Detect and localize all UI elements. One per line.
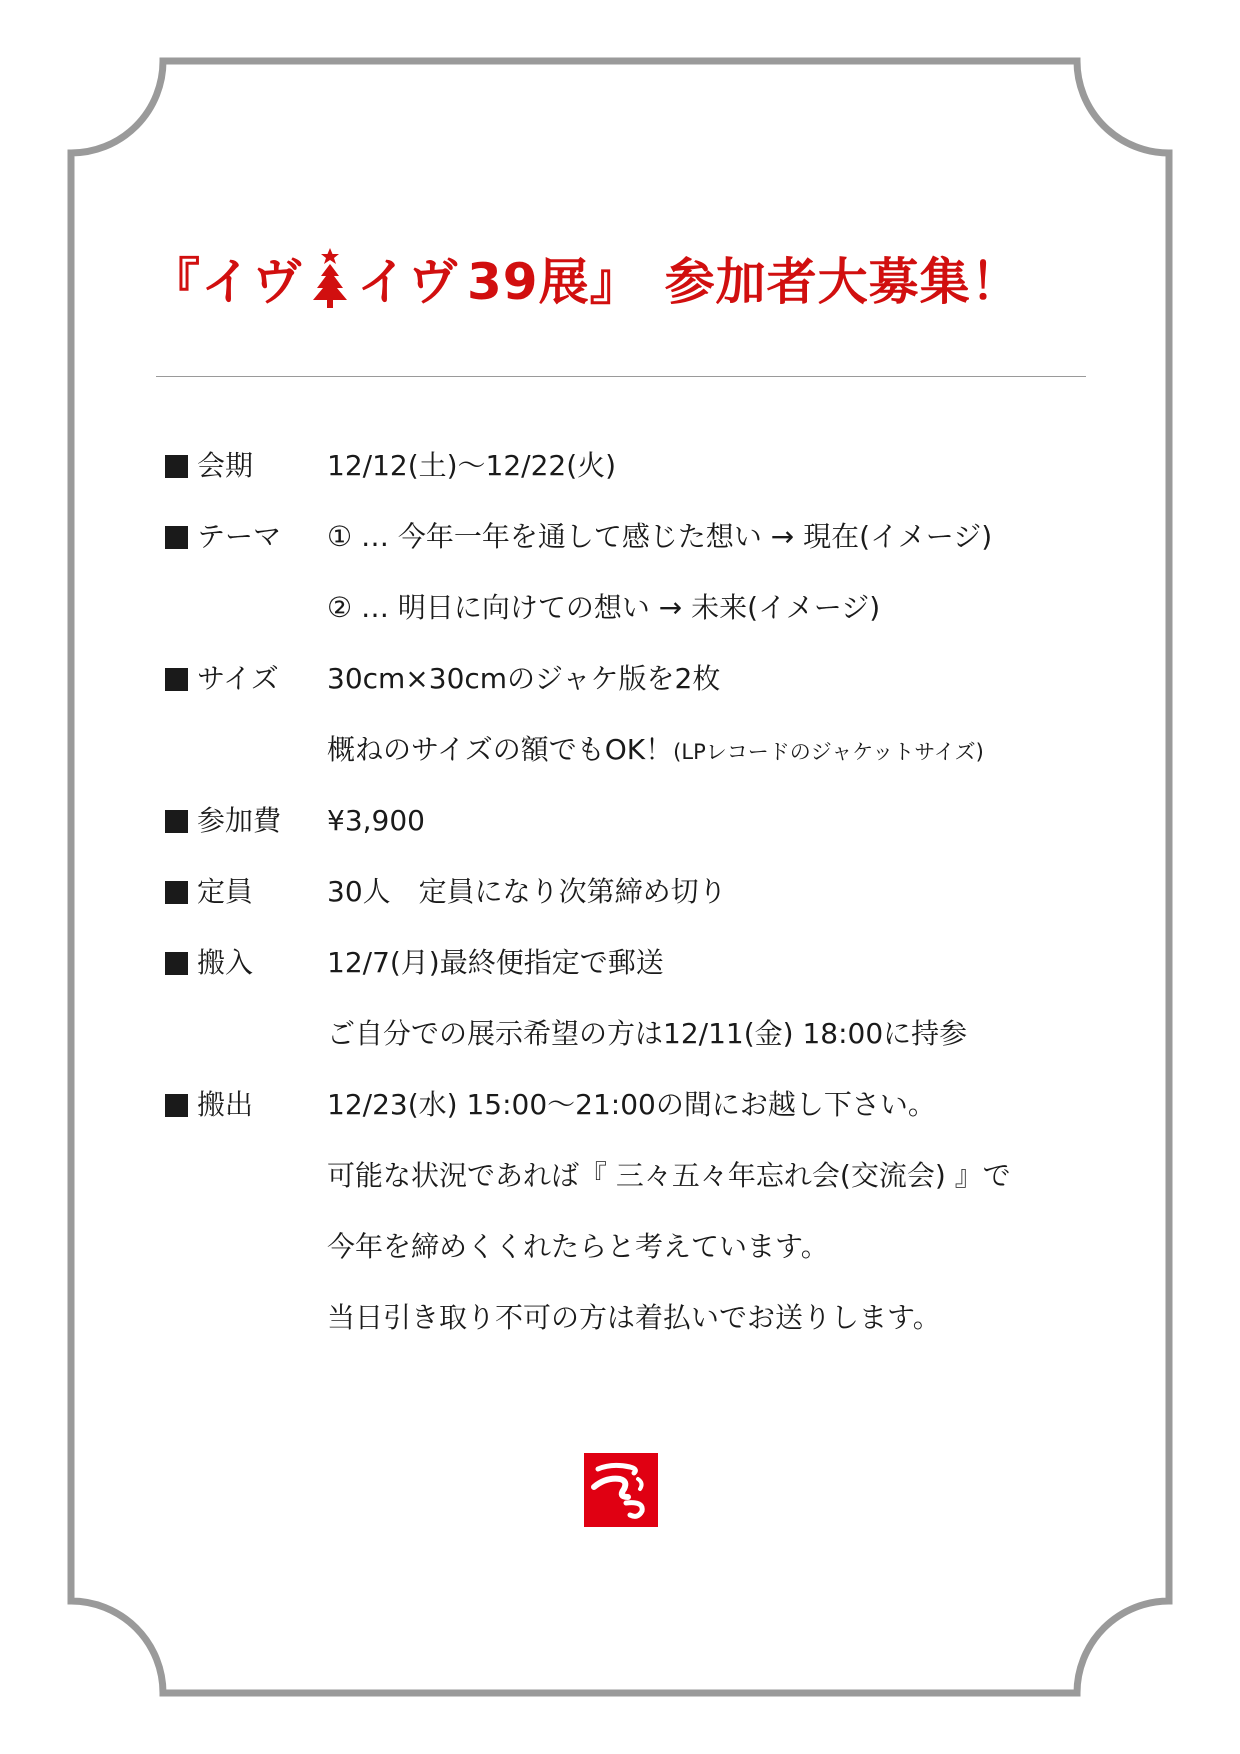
detail-item-fee xyxy=(165,803,1105,839)
detail-item-period xyxy=(165,448,1105,484)
detail-item-theme xyxy=(165,519,1105,626)
square-bullet-icon xyxy=(165,810,188,833)
title-part2: イヴ xyxy=(357,253,459,311)
detail-item-delivery xyxy=(165,945,1105,1052)
christmas-tree-icon xyxy=(305,246,355,310)
divider xyxy=(156,376,1086,377)
title-rest: 参加者大募集！ xyxy=(664,253,1022,311)
title-number: 39展 xyxy=(467,253,590,311)
title-open-bracket: 『 xyxy=(150,253,201,311)
page-title xyxy=(150,238,1110,318)
detail-label: 搬出 xyxy=(165,1087,327,1123)
detail-text: 概ねのサイズの額でもOK！(LPレコードのジャケットサイズ) xyxy=(327,733,984,766)
detail-text: ② … 明日に向けての想い → 未来(イメージ) xyxy=(327,591,881,624)
detail-text: 12/12(土)〜12/22(火) xyxy=(327,449,617,482)
title-part1: イヴ xyxy=(201,253,303,311)
detail-item-capacity xyxy=(165,874,1105,910)
detail-item-size xyxy=(165,661,1105,768)
detail-text: 可能な状況であれば『 三々五々年忘れ会(交流会) 』で xyxy=(327,1159,1011,1192)
detail-text: 12/23(水) 15:00〜21:00の間にお越し下さい。 xyxy=(327,1088,936,1121)
square-bullet-icon xyxy=(165,952,188,975)
detail-text: ご自分での展示希望の方は12/11(金) 18:00に持参 xyxy=(327,1017,968,1050)
detail-label: テーマ xyxy=(165,519,327,555)
title-close-bracket: 』 xyxy=(589,253,641,311)
detail-text: ¥3,900 xyxy=(327,804,425,837)
detail-text: 当日引き取り不可の方は着払いでお送りします。 xyxy=(327,1301,941,1334)
square-bullet-icon xyxy=(165,1094,188,1117)
details-list xyxy=(165,448,1105,1371)
detail-text: 12/7(月)最終便指定で郵送 xyxy=(327,946,664,979)
detail-note: (LPレコードのジャケットサイズ) xyxy=(673,740,984,764)
square-bullet-icon xyxy=(165,455,188,478)
detail-label: 定員 xyxy=(165,874,327,910)
detail-text: 30cm×30cmのジャケ版を2枚 xyxy=(327,662,721,695)
red-square-logo xyxy=(584,1453,658,1527)
detail-label: 参加費 xyxy=(165,803,327,839)
detail-label: サイズ xyxy=(165,661,327,697)
detail-label: 搬入 xyxy=(165,945,327,981)
detail-text: 30人 定員になり次第締め切り xyxy=(327,875,727,908)
detail-label: 会期 xyxy=(165,448,327,484)
square-bullet-icon xyxy=(165,668,188,691)
logo-mark-icon xyxy=(584,1453,658,1527)
detail-text: ① … 今年一年を通して感じた想い → 現在(イメージ) xyxy=(327,520,993,553)
detail-text: 今年を締めくくれたらと考えています。 xyxy=(327,1230,829,1263)
square-bullet-icon xyxy=(165,526,188,549)
detail-item-pickup xyxy=(165,1087,1105,1336)
square-bullet-icon xyxy=(165,881,188,904)
